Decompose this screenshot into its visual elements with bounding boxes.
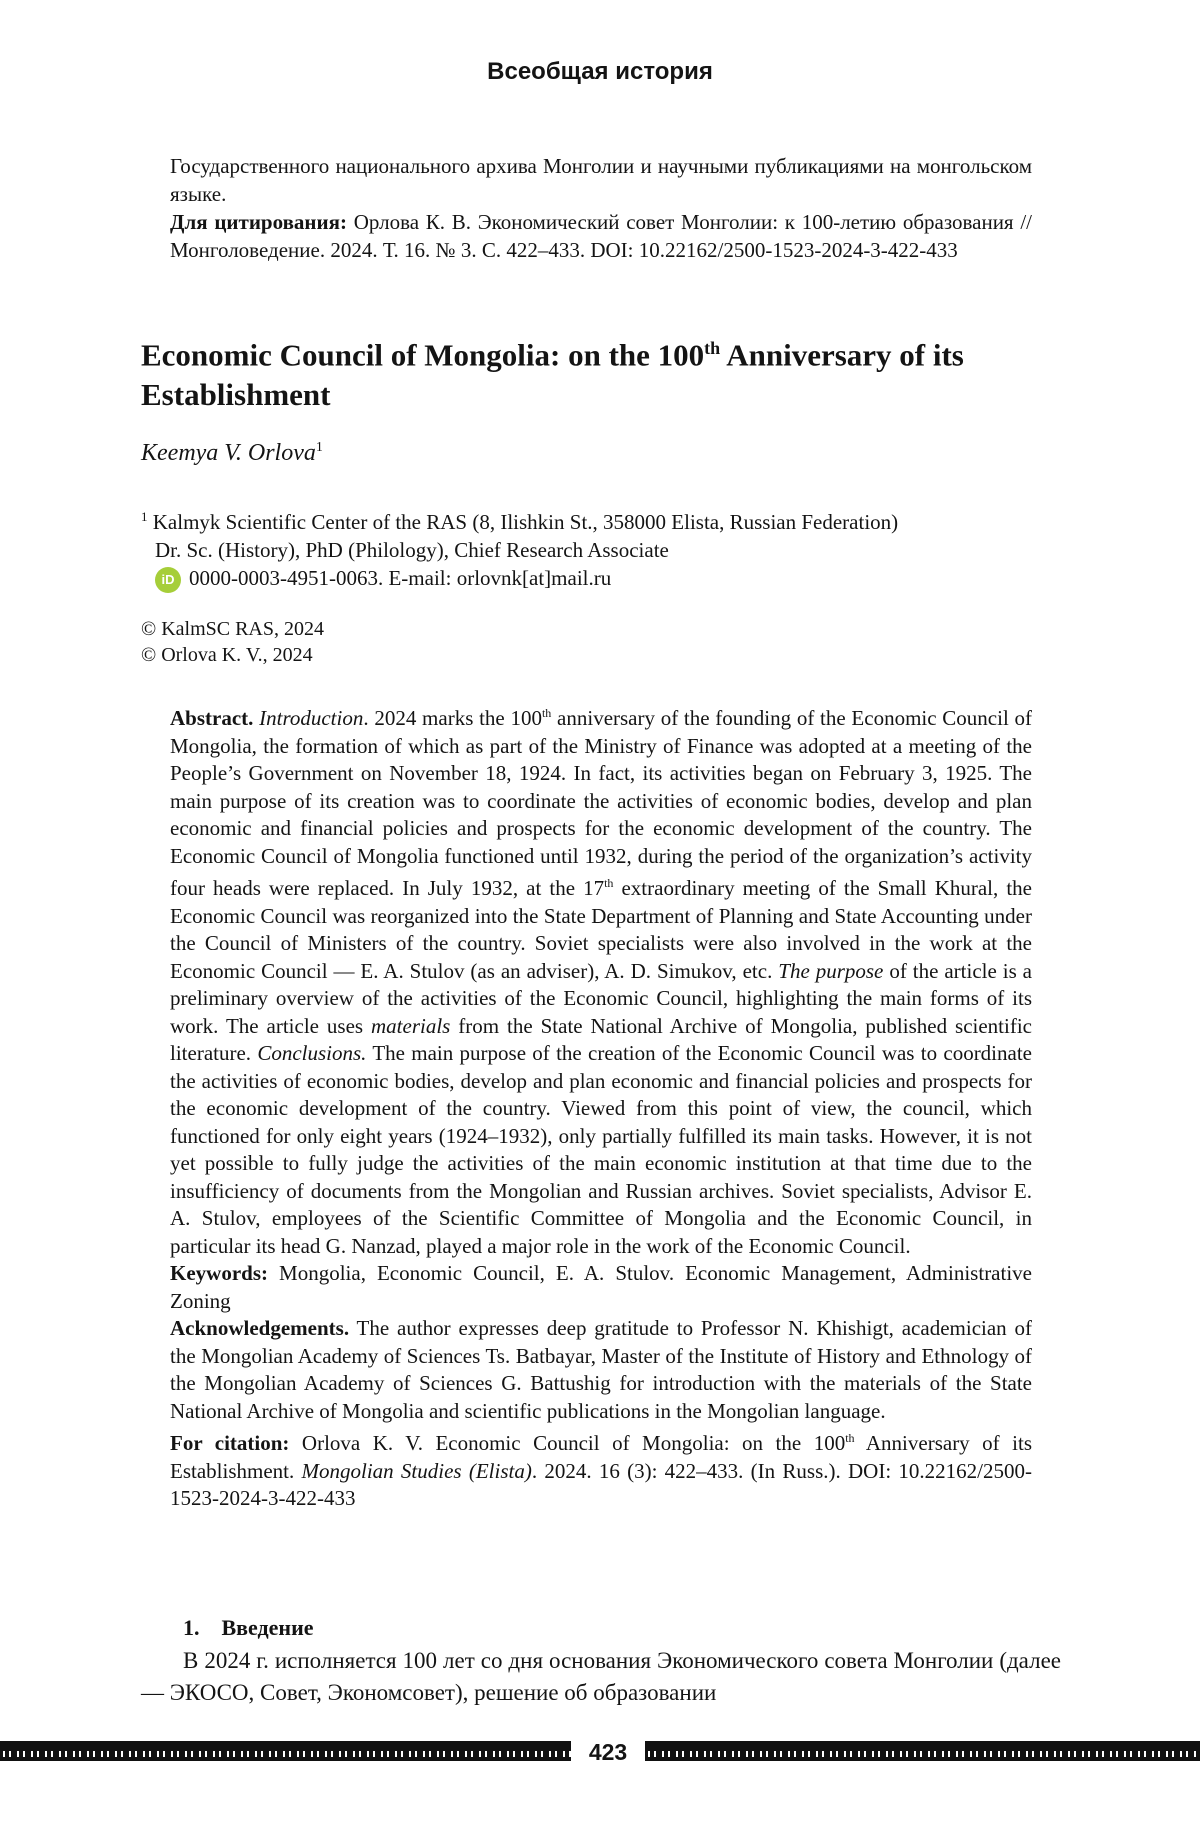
citation-en-label: For citation: [170, 1431, 290, 1455]
section-title: Введение [221, 1615, 314, 1640]
keywords-text: Mongolia, Economic Council, E. A. Stulov. Economic Management, Administrative Zoning [170, 1261, 1032, 1313]
ornament-border-right [645, 1741, 1200, 1761]
section-number: 1. [183, 1615, 200, 1640]
journal-name: Mongolian Studies (Elista) [301, 1458, 532, 1483]
affiliation-block [141, 503, 1061, 593]
abstract-text: The main purpose of the creation of the Economic Council was to coordinate the activities of economic bodies, develop and plan economic and financial policies and prospects for the economic development of the country. Viewed from this point of view, the council, which functioned for only eight years (1924–1932), only partially fulfilled its main tasks. However, it is not yet possible to fully judge the activities of the main economic institution at that time due to the insufficiency of documents from the Mongolian and Russian archives. Soviet specialists, Advisor E. A. Stulov, employees of the Scientific Committee of Mongolia and the Economic Council, in particular its head G. Nanzad, played a major role in the work of the Economic Council. [170, 1041, 1032, 1258]
orcid-line [141, 564, 1061, 593]
page-footer [0, 1739, 1200, 1763]
page-number: 423 [588, 1739, 628, 1765]
citation-text: Орлова К. В. Экономический совет Монголии: к 100-летию образования // Монголоведение. 2024. Т. 16. № 3. С. 422–433. DOI: 10.22162/2500-1523-2024-3-422-433 [170, 210, 1032, 262]
acknowledgements-label: Acknowledgements. [170, 1316, 350, 1340]
materials-label: materials [371, 1013, 451, 1038]
title-text-1: Economic Council of Mongolia: on the 100 [141, 337, 705, 373]
orcid-email-text: 0000-0003-4951-0063. E-mail: orlovnk[at]mail.ru [189, 566, 612, 590]
abstract-label: Abstract. [170, 706, 254, 730]
affiliation-superscript: 1 [141, 509, 148, 524]
conclusions-label: Conclusions. [257, 1041, 367, 1065]
superscript: th [604, 876, 614, 890]
keywords-paragraph [170, 1260, 1032, 1315]
acknowledgements-text: The author expresses deep gratitude to Professor N. Khishigt, academician of the Mongolian Academy of Sciences Ts. Batbayar, Master of the Institute of History and Ethnology of the Mongolian Academy of Sciences G. Battushig for introduction with the materials of the State National Archive of Mongolia and scientific publications in the Mongolian language. [170, 1316, 1032, 1423]
acknowledgements-paragraph [170, 1315, 1032, 1425]
affiliation-institution: Kalmyk Scientific Center of the RAS (8, Ilishkin St., 358000 Elista, Russian Federation) [147, 510, 899, 534]
article-title [141, 328, 1071, 415]
title-superscript: th [704, 338, 721, 358]
citation-russian [170, 152, 1032, 264]
introduction-label: Introduction [259, 706, 364, 730]
copyright-block [141, 616, 324, 668]
abstract-text: of the article is a preliminary overview of the activities of the Economic Council, highlighting the main forms of its work. The article uses [170, 958, 1032, 1038]
running-header: Всеобщая история [487, 58, 713, 85]
abstract-paragraph [170, 700, 1032, 1260]
citation-en-text: . 2024. 16 (3): 422–433. (In Russ.). DOI: 10.22162/2500-1523-2024-3-422-433 [170, 1458, 1032, 1510]
copyright-line: © KalmSC RAS, 2024 [141, 618, 324, 640]
abstract-text: anniversary of the founding of the Economic Council of Mongolia, the formation of which as part of the Ministry of Finance was adopted at a meeting of the People’s Government on November 18, 1924. In fact, its activities began on February 3, 1925. The main purpose of its creation was to coordinate the activities of economic bodies, develop and plan economic and financial policies and prospects for the economic development of the country. The Economic Council of Mongolia functioned until 1932, during the period of the organization’s activity four heads were replaced. In July 1932, at the 17 [170, 706, 1032, 900]
title-text-2: Anniversary of its Establishment [141, 337, 964, 413]
citation-en-text: Orlova K. V. Economic Council of Mongolia: on the 100 [289, 1431, 846, 1455]
abstract-text: from the State National Archive of Mongolia, published scientific literature. [170, 1013, 1032, 1065]
superscript: th [845, 1431, 855, 1445]
citation-en-text: Anniversary of its Establishment. [170, 1431, 1033, 1483]
author-superscript: 1 [315, 440, 323, 455]
orcid-icon[interactable]: iD [155, 567, 181, 593]
body-paragraph: В 2024 г. исполняется 100 лет со дня основания Экономического совета Монголии (далее — ЭКОСО, Совет, Экономсовет), решение об образовании [141, 1648, 1061, 1705]
abstract-text: extraordinary meeting of the Small Khural, the Economic Council was reorganized into the State Department of Planning and State Accounting under the Council of Ministers of the country. Soviet specialists were also involved in the work at the Economic Council — E. A. Stulov (as an adviser), A. D. Simukov, etc. [170, 876, 1032, 983]
author-name [141, 440, 323, 467]
citation-english-paragraph [170, 1425, 1032, 1513]
affiliation-line [141, 503, 1061, 536]
continued-text: Государственного национального архива Монголии и научными публикациями на монгольском языке. [170, 154, 1032, 206]
ornament-border-left [0, 1741, 571, 1761]
abstract-text: . 2024 marks the 100 [363, 706, 542, 730]
abstract-block [170, 700, 1032, 1513]
copyright-line: © Orlova K. V., 2024 [141, 644, 313, 666]
keywords-label: Keywords: [170, 1261, 268, 1285]
superscript: th [541, 706, 552, 720]
affiliation-degrees: Dr. Sc. (History), PhD (Philology), Chief Research Associate [155, 538, 669, 562]
section-heading [183, 1615, 314, 1641]
citation-label: Для цитирования: [170, 210, 347, 234]
author-text: Keemya V. Orlova [141, 440, 316, 466]
purpose-label: The purpose [778, 958, 884, 983]
